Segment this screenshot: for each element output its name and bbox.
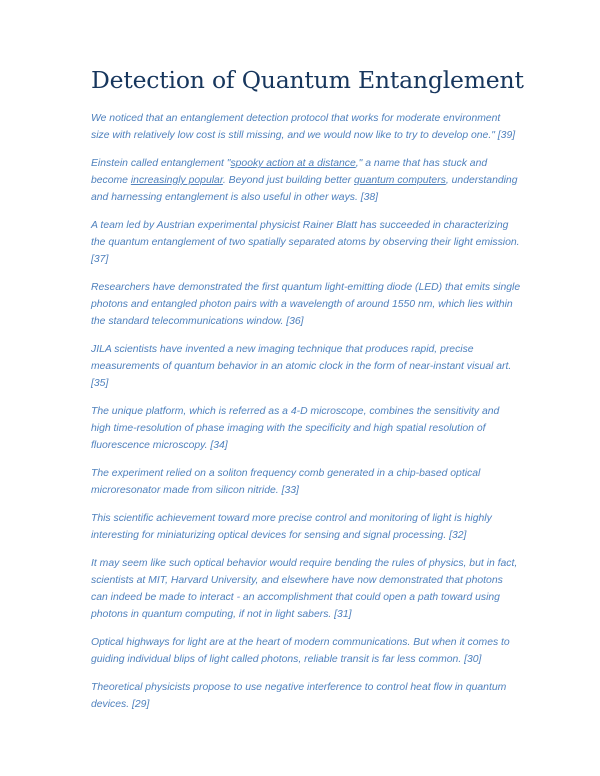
paragraph-10: Optical highways for light are at the heart of modern communications. But when it comes to guiding individual blips of light called photons, reliable transit is far less common. [30] [91,637,510,665]
paragraph-9: It may seem like such optical behavior would require bending the rules of physics, but in fact, scientists at MIT, Harvard University, and elsewhere have now demonstrated that photons can indeed be made to interact - an accomplishment that could open a path toward using photons in quantum computing, if not in light sabers. [31] [91,558,518,620]
paragraph-1: We noticed that an entanglement detection protocol that works for moderate environment size with relatively low cost is still missing, and we would now like to try to develop one." [39] [91,113,516,141]
paragraph-6: The unique platform, which is referred as a 4-D microscope, combines the sensitivity and high time-resolution of phase imaging with the specificity and high spatial resolution of fluorescence microscopy. [34] [91,406,500,451]
paragraph-8: This scientific achievement toward more precise control and monitoring of light is highly interesting for miniaturizing optical devices for sensing and signal processing. [32] [91,513,492,541]
document-body [91,110,521,713]
link-quantum-computers[interactable]: quantum computers [354,175,446,186]
paragraph-2-text-c: . Beyond just building better [222,175,355,186]
paragraph-7: The experiment relied on a soliton frequency comb generated in a chip-based optical microresonator made from silicon nitride. [33] [91,468,481,496]
paragraph-2-text-d: , understanding and harnessing entanglement is also useful in other ways. [38] [91,175,518,203]
paragraph-5: JILA scientists have invented a new imaging technique that produces rapid, precise measurements of quantum behavior in an atomic clock in the form of near-instant visual art. [35] [91,344,512,389]
page-title: Detection of Quantum Entanglement [91,66,524,94]
paragraph-11: Theoretical physicists propose to use negative interference to control heat flow in quantum devices. [29] [91,682,507,710]
paragraph-2-text-b: ," a name that has stuck and become [91,158,488,186]
paragraph-4: Researchers have demonstrated the first quantum light-emitting diode (LED) that emits single photons and entangled photon pairs with a wavelength of around 1550 nm, which lies within the standard telecommunications window. [36] [91,282,521,327]
paragraph-2-text-a: Einstein called entanglement " [91,158,231,169]
link-spooky-action[interactable]: spooky action at a distance [230,158,356,169]
paragraph-2 [91,155,521,206]
paragraph-3: A team led by Austrian experimental physicist Rainer Blatt has succeeded in characterizing the quantum entanglement of two spatially separated atoms by observing their light emission. [37] [91,220,520,265]
link-increasingly-popular[interactable]: increasingly popular [130,175,223,186]
